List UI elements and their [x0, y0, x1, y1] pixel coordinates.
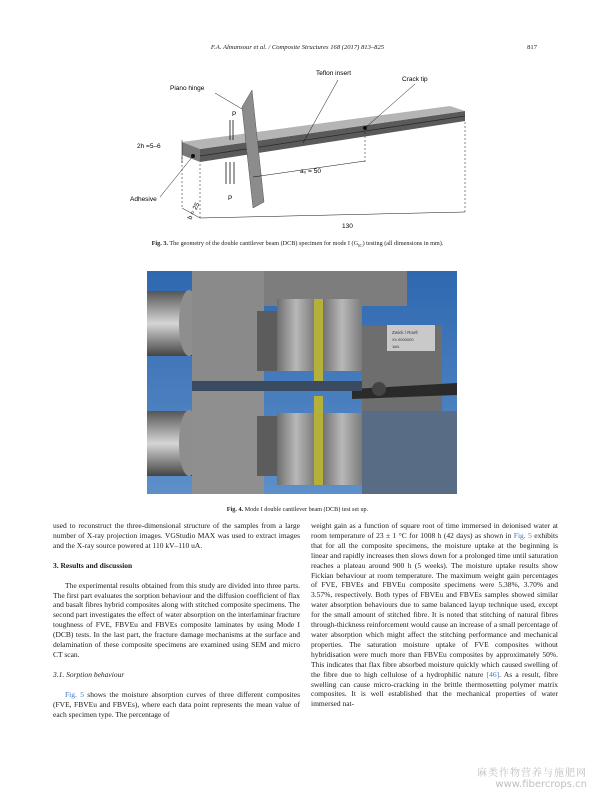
right-lower-support [362, 411, 457, 494]
figure-3-caption-text: The geometry of the double cantilever beam (DCB) specimen for mode I (G [169, 240, 359, 247]
upper-right-block [322, 299, 362, 371]
upper-grip-housing [192, 271, 264, 381]
link-fig-5-right[interactable]: Fig. 5 [513, 530, 532, 540]
label-a0: a₀ = 50 [300, 168, 321, 175]
figure-3-label: Fig. 3. [151, 240, 168, 247]
running-header [0, 44, 595, 56]
dcb-specimen-upper [314, 299, 323, 389]
heading-results-discussion: 3. Results and discussion [53, 560, 133, 570]
svg-text:Xh 0000000: Xh 0000000 [392, 337, 414, 342]
right-paragraph-1: weight gain as a function of square root of time immersed in deionised water at room temperature of 23 ± 1 °C for 1008 h (42 days) as shown in Fig. 5 exhibits that for all the composite specimens, the moisture uptake at the beginning is linear and rapidly increases then slows down for a prolonged time until saturation reaches a plateau around 900 h (5 weeks). The moisture uptake results show Fickian behaviour at room temperature. The maximum weight gain percentages of FVE, FBVEs and FBVEu composite specimens were 5.38%, 3.70% and 3.57%, respectively. Both types of FBVEu and FBVEs samples showed similar water absorption behaviours due to same balanced layup technique used, except for the small amount of stitched fibre. It is noted that stitching of natural fibres through-thickness reinforcement would cause an increase of a small percentage of water absorption which might affect the stitching performance and mechanical properties. The saturation moisture uptake of FVE composites without hybridisation were much more than FBVEu composites by approximately 50%. This indicates that flax fibre absorbed moisture quickly which caused swelling of the fibre due to high cellulose of a hydrophilic nature [46]. As a result, fibre swelling can cause micro-cracking in the brittle thermosetting polymer matrix composites. It is well established that the mechanical properties of water immersed nat- [311, 521, 559, 709]
label-width: b = 25 [186, 201, 202, 221]
dcb-specimen-lower [314, 396, 323, 485]
lower-left-block [277, 413, 315, 485]
load-p-top: P [232, 111, 237, 118]
label-length: 130 [342, 223, 353, 230]
page-number: 817 [527, 44, 537, 51]
figure-4-caption-text: Mode I double cantilever beam (DCB) test set up. [244, 506, 369, 513]
upper-left-block [277, 299, 315, 371]
lower-threaded-rod [257, 416, 279, 476]
label-piano-hinge: Piano hinge [170, 85, 205, 92]
label-crack-tip: Crack tip [402, 76, 428, 83]
watermark [477, 764, 587, 790]
figure-3-dcb-diagram [120, 60, 480, 235]
watermark-line-1: 麻类作物营养与施肥网 [477, 768, 587, 779]
figure-3-caption [0, 240, 595, 248]
journal-citation: F.A. Almansour et al. / Composite Structures 168 (2017) 813–825 [210, 44, 385, 51]
figure-3-caption-subscript: IC [358, 243, 363, 249]
lower-right-block [322, 413, 362, 485]
svg-text:1kN: 1kN [392, 344, 400, 349]
left-paragraph-1: used to reconstruct the three-dimensional structure of the samples from a large number of X-ray projection images. VGStudio MAX was used to extract images and the X-ray source powered at 110 kV–110 uA. [53, 521, 300, 550]
link-fig-5[interactable]: Fig. 5 [65, 689, 84, 699]
reference-46-link[interactable]: [46] [486, 669, 500, 679]
label-adhesive: Adhesive [130, 196, 157, 203]
figure-4-caption [0, 506, 595, 513]
label-thickness: 2h =5–6 [137, 143, 161, 150]
crosshead-gap [192, 381, 362, 391]
heading-sorption-behaviour: 3.1. Sorption behaviour [53, 669, 125, 679]
label-teflon-insert: Teflon insert [316, 70, 352, 77]
left-paragraph-3: Fig. 5 shows the moisture absorption curves of three different composites (FVE, FBVEu and FBVEs), where each data point represents the mean value of each specimen type. The percentage of [53, 689, 300, 719]
left-column [53, 521, 300, 720]
watermark-line-2: www.fibercrops.cn [495, 779, 587, 790]
right-column [311, 521, 558, 709]
left-paragraph-2: The experimental results obtained from this study are divided into three parts. The first part evaluates the sorption behaviour and the diffusion coefficient of flax and basalt fibres hybrid composites along with stitched composite specimens. The second part investigates the effect of water absorption on the interlaminar fracture toughness of FVE, FBVEu and FBVEs composite laminates by using Mode I (DCB) tests. In the last part, the fracture damage mechanisms at the surface and delamination of these composite specimens are examined using SEM and micro CT scan. [53, 580, 300, 659]
upper-threaded-rod [257, 311, 279, 371]
figure-4-test-setup-photo [147, 271, 457, 494]
figure-4-label: Fig. 4. [226, 506, 244, 513]
lower-grip-housing [192, 391, 264, 494]
figure-3-caption-end: ) testing (all dimensions in mm). [362, 240, 444, 247]
load-p-bottom: P [228, 195, 233, 202]
svg-text:Zwick / Roell: Zwick / Roell [392, 330, 418, 335]
